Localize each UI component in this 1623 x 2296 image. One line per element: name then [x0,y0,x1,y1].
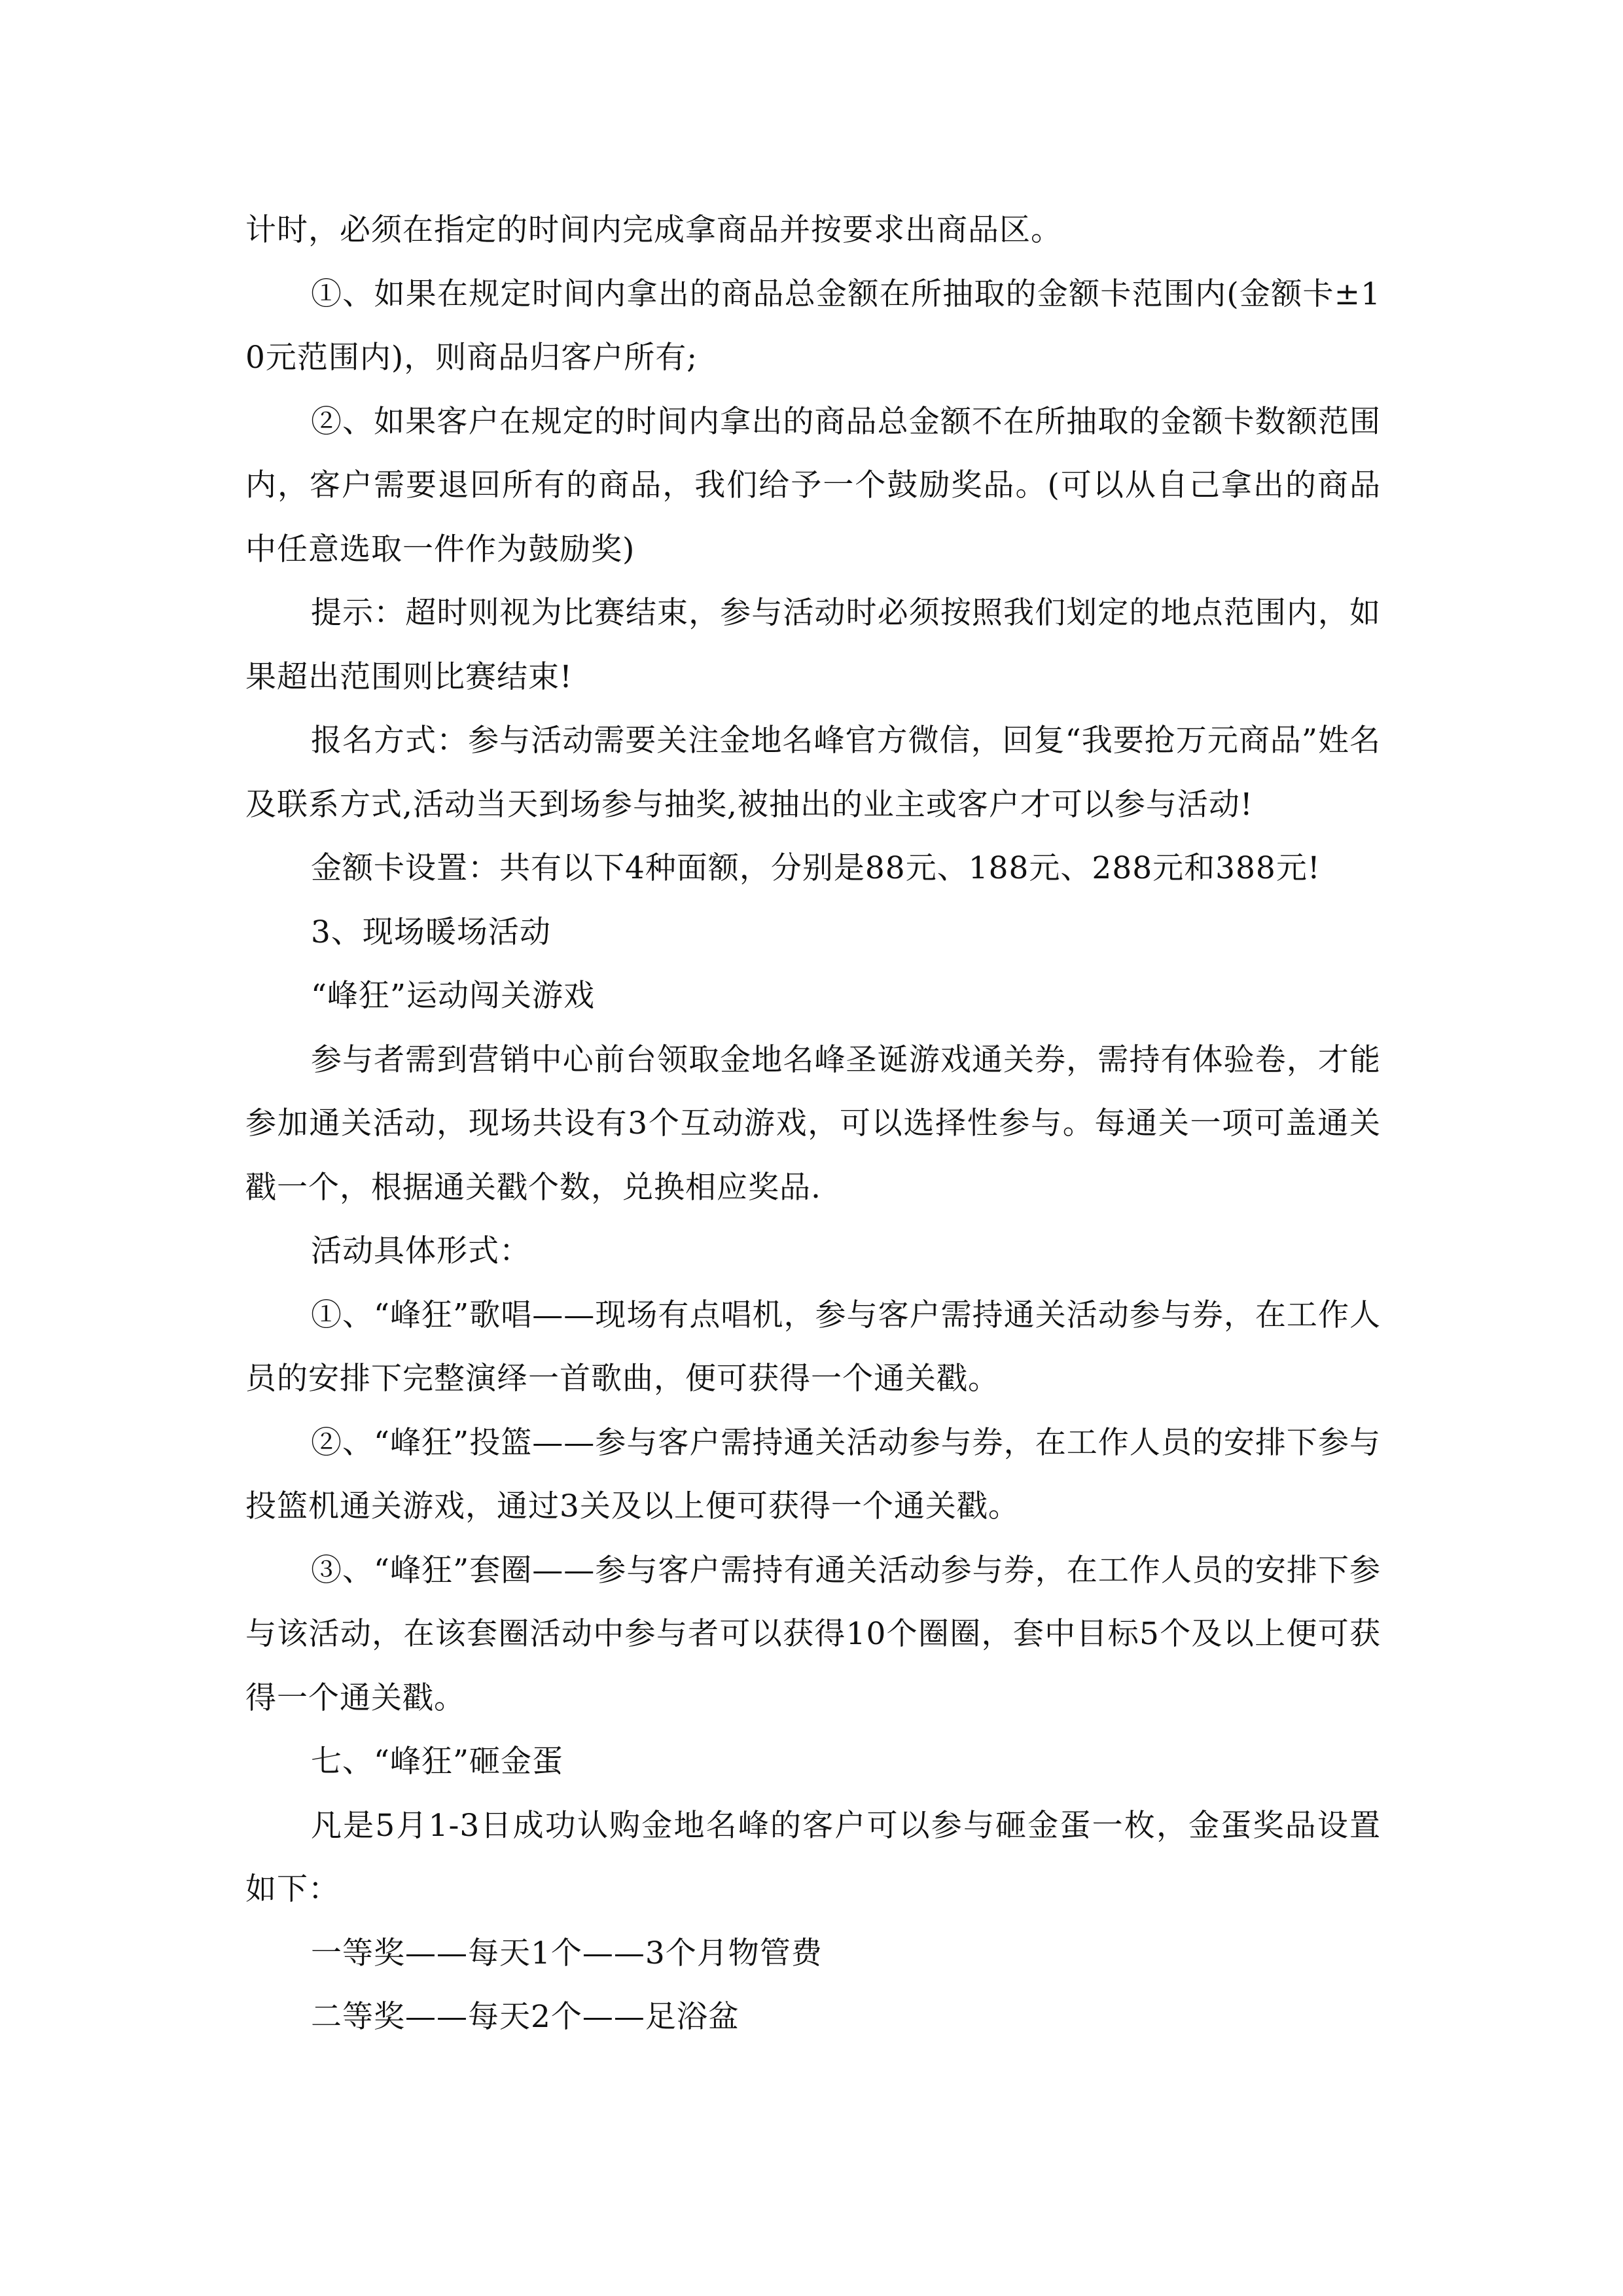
paragraph-rule-1: ①、如果在规定时间内拿出的商品总金额在所抽取的金额卡范围内(金额卡±10元范围内)，则商品归客户所有; [245,276,1381,376]
paragraph-rule-2: ②、如果客户在规定的时间内拿出的商品总金额不在所抽取的金额卡数额范围内，客户需要退回所有的商品，我们给予一个鼓励奖品。(可以从自己拿出的商品中任意选取一件作为鼓励奖) [245,403,1381,567]
paragraph-ring-toss: ③、“峰狂”套圈——参与客户需持有通关活动参与券，在工作人员的安排下参与该活动，在该套圈活动中参与者可以获得10个圈圈，套中目标5个及以上便可获得一个通关戳。 [245,1552,1381,1716]
heading-warmup-activity: 3、现场暖场活动 [311,914,551,950]
heading-activity-forms: 活动具体形式： [311,1233,531,1269]
heading-golden-egg: 七、“峰狂”砸金蛋 [311,1744,564,1780]
prize-first: 一等奖——每天1个——3个月物管费 [311,1935,823,1971]
paragraph-card-settings: 金额卡设置：共有以下4种面额，分别是88元、188元、288元和388元! [311,850,1321,886]
paragraph-tip: 提示：超时则视为比赛结束，参与活动时必须按照我们划定的地点范围内，如果超出范围则比赛结束! [245,595,1381,695]
prize-second: 二等奖——每天2个——足浴盆 [311,1999,740,2035]
paragraph-golden-egg-intro: 凡是5月1-3日成功认购金地名峰的客户可以参与砸金蛋一枚，金蛋奖品设置如下： [245,1807,1381,1907]
paragraph-registration: 报名方式：参与活动需要关注金地名峰官方微信，回复“我要抢万元商品”姓名及联系方式,活动当天到场参与抽奖,被抽出的业主或客户才可以参与活动! [245,723,1381,823]
paragraph-game-intro: 参与者需到营销中心前台领取金地名峰圣诞游戏通关券，需持有体验卷，才能参加通关活动，现场共设有3个互动游戏，可以选择性参与。每通关一项可盖通关戳一个，根据通关戳个数，兑换相应奖品. [245,1041,1381,1206]
document-body [245,198,1381,2049]
paragraph-timing-rule: 计时，必须在指定的时间内完成拿商品并按要求出商品区。 [245,212,1062,248]
paragraph-singing: ①、“峰狂”歌唱——现场有点唱机，参与客户需持通关活动参与券，在工作人员的安排下完整演绎一首歌曲，便可获得一个通关戳。 [245,1297,1381,1397]
paragraph-basketball: ②、“峰狂”投篮——参与客户需持通关活动参与券，在工作人员的安排下参与投篮机通关游戏，通过3关及以上便可获得一个通关戳。 [245,1424,1381,1524]
heading-game-title: “峰狂”运动闯关游戏 [311,978,596,1014]
